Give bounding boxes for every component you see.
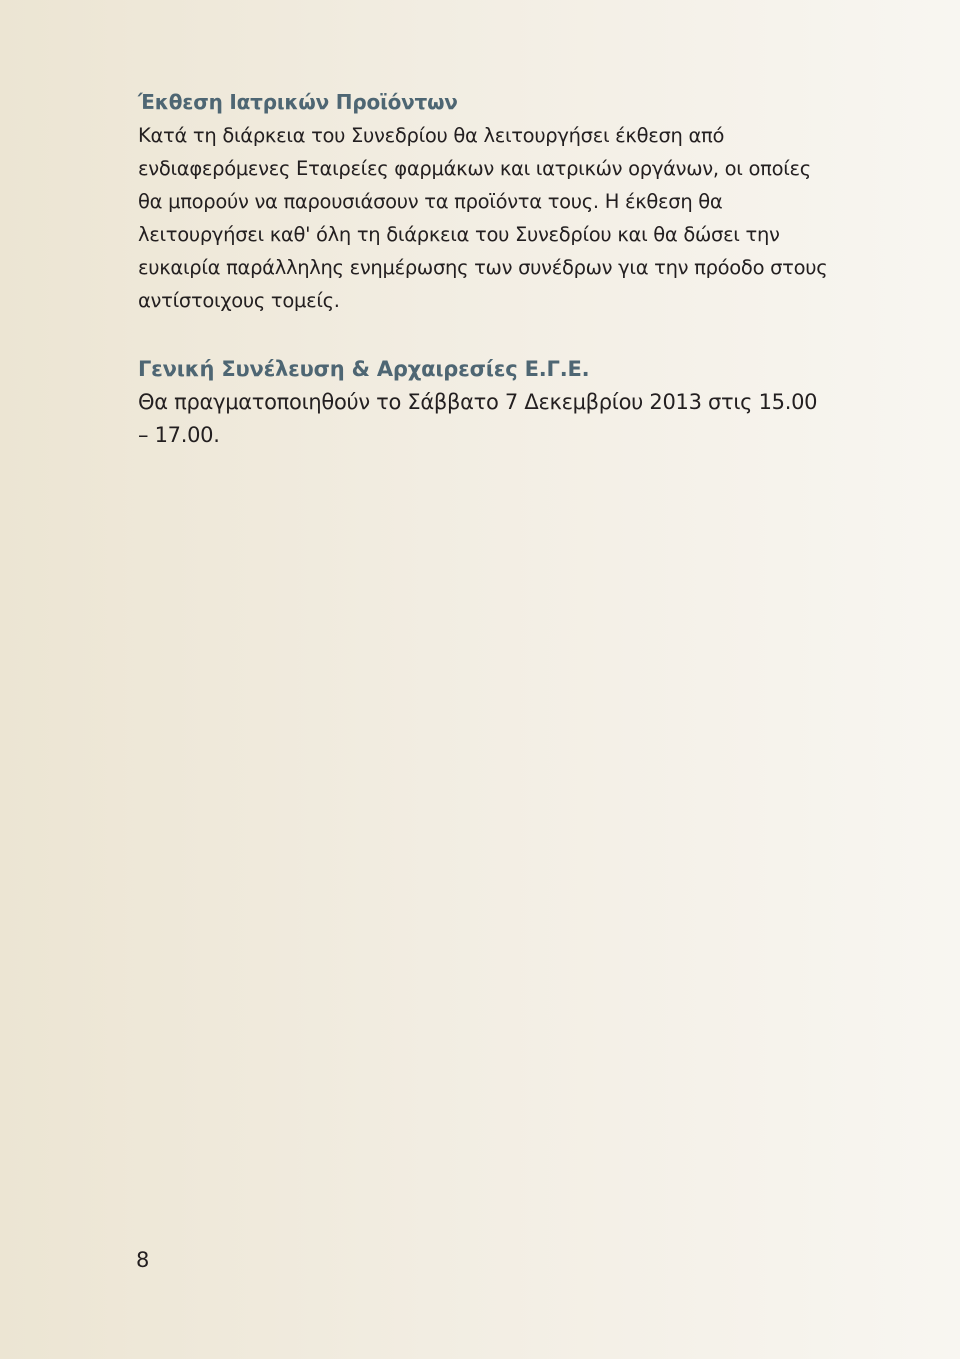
page-number: 8 xyxy=(136,1248,150,1272)
exhibition-paragraph: Κατά τη διάρκεια του Συνεδρίου θα λειτουργήσει έκθεση από ενδιαφερόμενες Εταιρείες φαρμάκων και ιατρικών οργάνων, οι οποίες θα μπορούν να παρουσιάσουν τα προϊόντα τους. Η έκθεση θα λειτουργήσει καθ' όλη τη διάρκεια του Συνεδρίου και θα δώσει την ευκαιρία παράλληλης ενημέρωσης των συνέδρων για την πρόοδο στους αντίστοιχους τομείς. xyxy=(138,124,828,312)
general-assembly-heading: Γενική Συνέλευση & Αρχαιρεσίες Ε.Γ.Ε. xyxy=(138,357,590,381)
general-assembly-paragraph: Θα πραγματοποιηθούν το Σάββατο 7 Δεκεμβρίου 2013 στις 15.00 – 17.00. xyxy=(138,390,818,447)
exhibition-heading: Έκθεση Ιατρικών Προϊόντων xyxy=(138,90,458,114)
general-assembly-section xyxy=(138,353,828,452)
page-content xyxy=(138,86,828,452)
exhibition-section xyxy=(138,86,828,317)
